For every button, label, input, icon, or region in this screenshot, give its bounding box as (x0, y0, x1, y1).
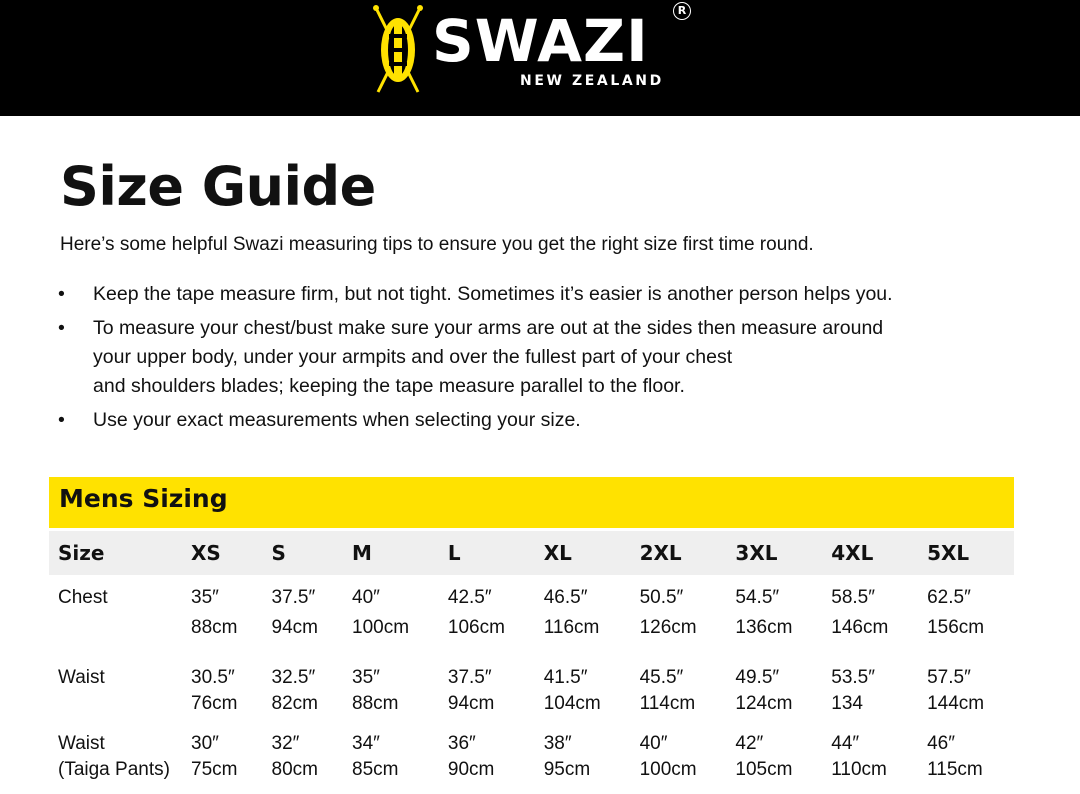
table-cell (535, 665, 631, 731)
cm-value: 104cm (543, 693, 601, 714)
cm-value: 100cm (352, 617, 410, 638)
cm-value: 100cm (639, 759, 697, 780)
cm-value: 124cm (735, 693, 793, 714)
table-cell (726, 665, 822, 731)
table-cell (535, 575, 631, 665)
inches-value: 62.5″ (927, 587, 971, 608)
inches-value: 49.5″ (735, 667, 780, 688)
table-cell (631, 665, 727, 731)
column-header: XL (535, 531, 631, 575)
table-cell (822, 665, 918, 731)
inches-value: 35″ (191, 587, 219, 608)
column-header: 5XL (918, 531, 1014, 575)
column-header: 4XL (822, 531, 918, 575)
inches-value: 30.5″ (191, 667, 235, 688)
row-label-text: Waist (58, 733, 105, 754)
site-header (0, 0, 1080, 116)
inches-value: 42.5″ (447, 587, 492, 608)
page-title: Size Guide (60, 155, 376, 218)
row-label-text: Waist (58, 667, 105, 688)
cm-value: 82cm (271, 693, 318, 714)
inches-value: 42″ (735, 733, 764, 754)
cm-value: 90cm (447, 759, 495, 780)
column-header: XS (182, 531, 263, 575)
column-header: S (263, 531, 344, 575)
table-cell (918, 575, 1014, 665)
table-row (49, 731, 1014, 783)
tip-item (58, 406, 1013, 435)
cm-value: 144cm (927, 693, 985, 714)
section-header (49, 477, 1014, 528)
table-cell (263, 731, 344, 783)
table-cell (822, 575, 918, 665)
table-cell (263, 575, 344, 665)
cm-value: 75cm (191, 759, 238, 780)
table-header-row (49, 531, 1014, 575)
measuring-tips-list (58, 280, 1013, 440)
cm-value: 134 (831, 693, 863, 714)
column-header: Size (49, 531, 182, 575)
tip-text: To measure your chest/bust make sure your arms are out at the sides then measure around (93, 317, 884, 339)
tip-text: Keep the tape measure firm, but not tight. Sometimes it’s easier is another person helps you. (93, 283, 893, 305)
cm-value: 116cm (543, 617, 600, 638)
tip-item (58, 280, 1013, 309)
inches-value: 53.5″ (831, 667, 875, 688)
cm-value: 80cm (271, 759, 318, 780)
inches-value: 45.5″ (639, 667, 684, 688)
row-label (49, 665, 182, 731)
size-table (49, 531, 1014, 783)
inches-value: 37.5″ (271, 587, 316, 608)
cm-value: 106cm (447, 617, 505, 638)
table-cell (343, 665, 439, 731)
bullet-icon: • (58, 283, 65, 305)
cm-value: 88cm (191, 617, 238, 638)
registered-mark: R (673, 2, 691, 20)
table-cell (439, 575, 535, 665)
table-row (49, 665, 1014, 731)
cm-value: 105cm (735, 759, 793, 780)
inches-value: 40″ (352, 587, 380, 608)
inches-value: 36″ (447, 733, 476, 754)
cm-value: 94cm (447, 693, 495, 714)
table-row (49, 575, 1014, 665)
inches-value: 46.5″ (543, 587, 588, 608)
column-header: L (439, 531, 535, 575)
table-cell (343, 575, 439, 665)
table-cell (631, 575, 727, 665)
table-cell (631, 731, 727, 783)
inches-value: 57.5″ (927, 667, 971, 688)
row-label (49, 731, 182, 783)
table-cell (182, 731, 263, 783)
cm-value: 126cm (639, 617, 697, 638)
shield-and-spears-icon (372, 4, 424, 96)
column-header: M (343, 531, 439, 575)
cm-value: 146cm (831, 617, 889, 638)
tip-text: Use your exact measurements when selecting your size. (93, 409, 581, 431)
table-cell (439, 731, 535, 783)
inches-value: 32″ (271, 733, 300, 754)
table-cell (182, 575, 263, 665)
cm-value: 76cm (191, 693, 238, 714)
table-cell (263, 665, 344, 731)
brand-subtitle: NEW ZEALAND (520, 73, 664, 89)
cm-value: 114cm (639, 693, 696, 714)
brand-name: SWAZI (432, 7, 649, 75)
table-cell (343, 731, 439, 783)
inches-value: 30″ (191, 733, 219, 754)
table-cell (918, 731, 1014, 783)
cm-value: 94cm (271, 617, 318, 638)
column-header: 3XL (726, 531, 822, 575)
table-cell (822, 731, 918, 783)
inches-value: 34″ (352, 733, 380, 754)
intro-text: Here’s some helpful Swazi measuring tips to ensure you get the right size first time round. (60, 234, 814, 255)
table-cell (535, 731, 631, 783)
table-cell (182, 665, 263, 731)
inches-value: 40″ (639, 733, 668, 754)
cm-value: 95cm (543, 759, 591, 780)
cm-value: 110cm (831, 759, 887, 780)
table-cell (918, 665, 1014, 731)
inches-value: 58.5″ (831, 587, 875, 608)
tip-text: your upper body, under your armpits and over the fullest part of your chest (93, 346, 733, 368)
row-label-text: Chest (58, 587, 108, 608)
cm-value: 136cm (735, 617, 793, 638)
bullet-icon: • (58, 317, 65, 339)
inches-value: 37.5″ (447, 667, 492, 688)
cm-value: 115cm (927, 759, 983, 780)
inches-value: 50.5″ (639, 587, 684, 608)
cm-value: 85cm (352, 759, 399, 780)
table-cell (726, 731, 822, 783)
tip-item (58, 314, 1013, 401)
cm-value: 88cm (352, 693, 399, 714)
inches-value: 38″ (543, 733, 572, 754)
inches-value: 46″ (927, 733, 955, 754)
section-title: Mens Sizing (59, 484, 228, 513)
row-label-note: (Taiga Pants) (58, 759, 170, 780)
inches-value: 44″ (831, 733, 860, 754)
table-cell (726, 575, 822, 665)
inches-value: 54.5″ (735, 587, 780, 608)
column-header: 2XL (631, 531, 727, 575)
inches-value: 32.5″ (271, 667, 316, 688)
inches-value: 35″ (352, 667, 380, 688)
row-label (49, 575, 182, 665)
cm-value: 156cm (927, 617, 985, 638)
inches-value: 41.5″ (543, 667, 588, 688)
tip-text: and shoulders blades; keeping the tape measure parallel to the floor. (93, 375, 685, 397)
table-cell (439, 665, 535, 731)
bullet-icon: • (58, 409, 65, 431)
